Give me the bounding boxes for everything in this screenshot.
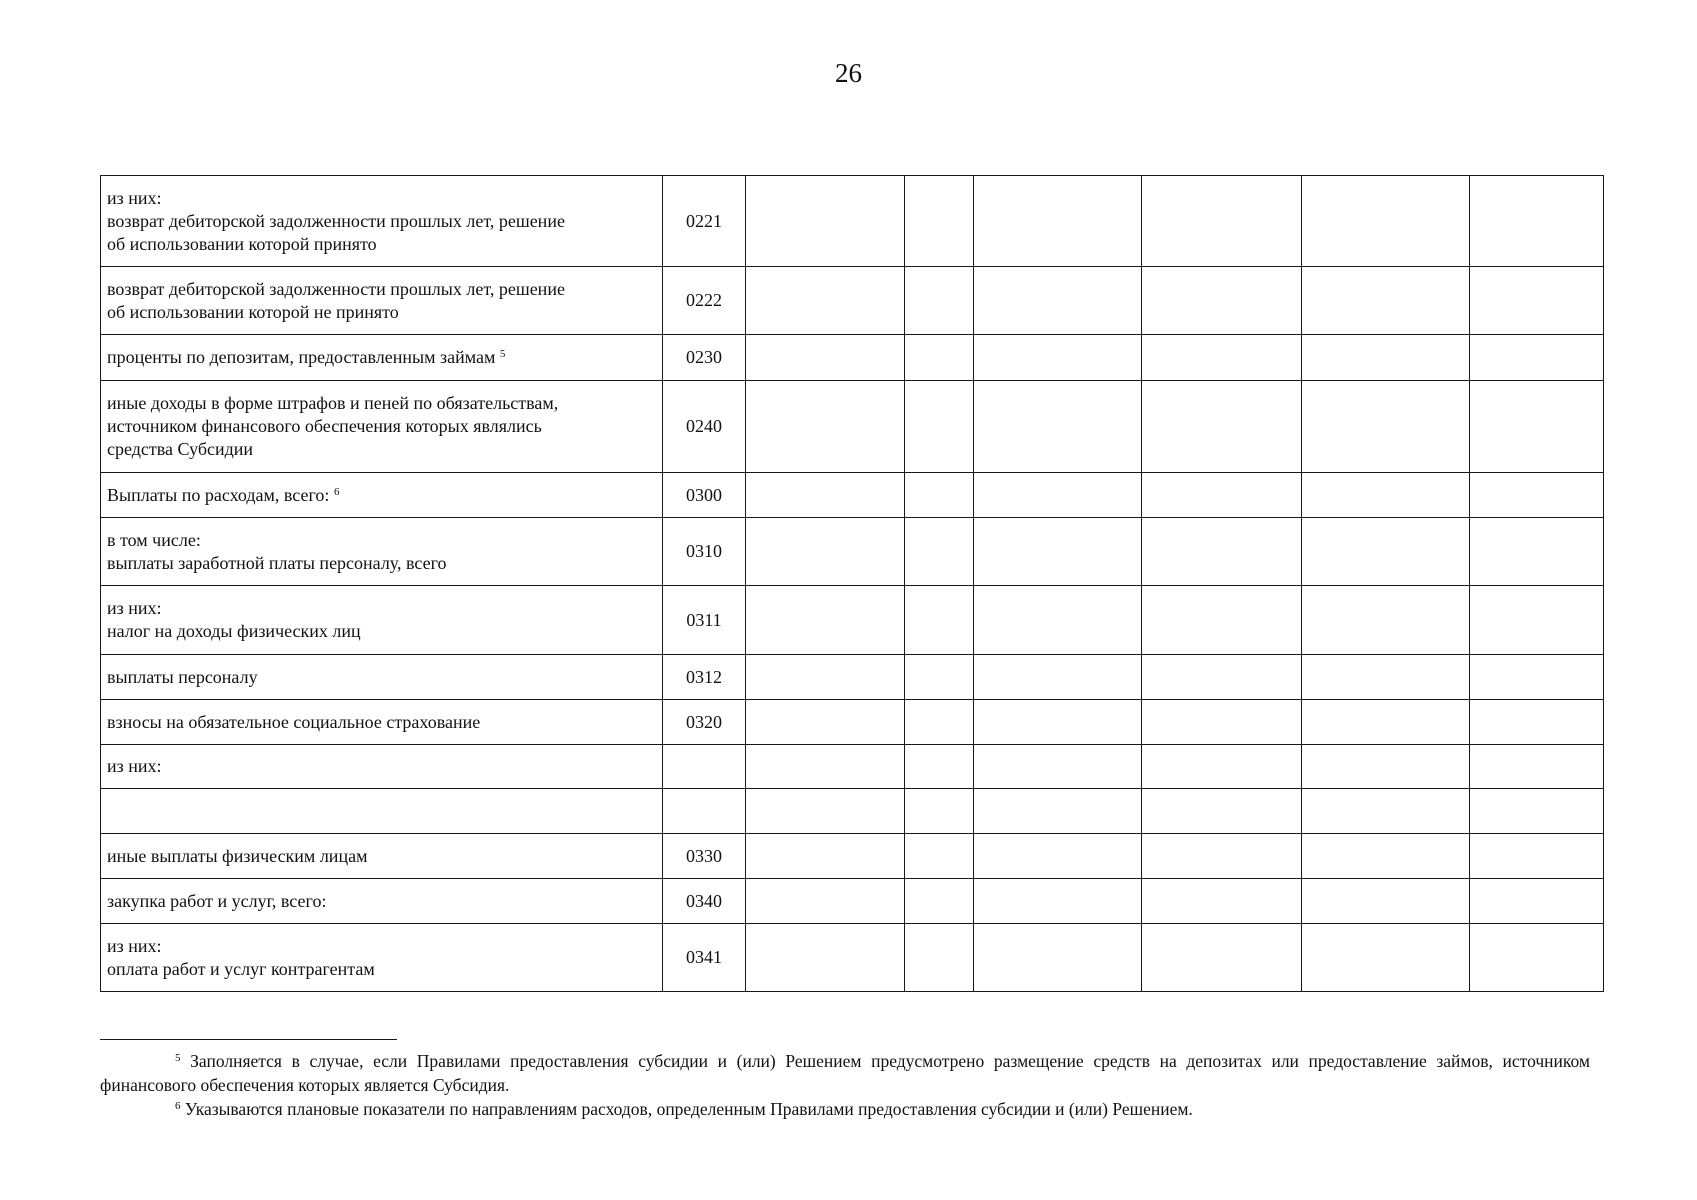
row-code-cell: 0300 — [663, 473, 746, 518]
empty-value-cell — [1302, 267, 1470, 335]
empty-value-cell — [1470, 335, 1604, 381]
empty-value-cell — [1470, 381, 1604, 473]
row-label-cell — [101, 879, 663, 924]
row-label-cell — [101, 176, 663, 267]
footnote — [100, 1049, 1590, 1097]
table-row — [101, 176, 1604, 267]
empty-value-cell — [1470, 834, 1604, 879]
row-label-cell — [101, 381, 663, 473]
empty-value-cell — [1470, 789, 1604, 834]
empty-value-cell — [905, 267, 974, 335]
row-label-line: выплаты персоналу — [107, 666, 258, 687]
row-label-line: из них: — [107, 598, 162, 618]
row-label-line: иные выплаты физическим лицам — [107, 845, 368, 866]
empty-value-cell — [746, 745, 905, 789]
empty-value-cell — [1142, 176, 1302, 267]
empty-value-cell — [1302, 924, 1470, 992]
empty-value-cell — [1302, 381, 1470, 473]
row-code-cell: 0221 — [663, 176, 746, 267]
table-row — [101, 655, 1604, 700]
empty-value-cell — [1470, 176, 1604, 267]
row-label-line: из них: — [107, 187, 162, 208]
row-label-line: в том числе: — [107, 529, 201, 550]
row-code-cell: 0222 — [663, 267, 746, 335]
row-code-cell: 0240 — [663, 381, 746, 473]
empty-value-cell — [905, 700, 974, 745]
empty-value-cell — [974, 924, 1142, 992]
page-number: 26 — [835, 58, 862, 88]
table-row — [101, 381, 1604, 473]
empty-value-cell — [746, 267, 905, 335]
empty-value-cell — [746, 834, 905, 879]
empty-value-cell — [746, 176, 905, 267]
row-label-line: об использовании которой не принято — [107, 301, 399, 322]
empty-value-cell — [974, 789, 1142, 834]
empty-value-cell — [1142, 267, 1302, 335]
row-label-cell — [101, 655, 663, 700]
row-label-line: возврат дебиторской задолженности прошлых лет, решение — [107, 278, 565, 299]
row-code-cell — [663, 789, 746, 834]
row-label-cell — [101, 518, 663, 586]
row-label-line-wrap — [107, 484, 656, 507]
empty-value-cell — [905, 518, 974, 586]
row-code-cell: 0230 — [663, 335, 746, 381]
empty-value-cell — [1470, 879, 1604, 924]
empty-value-cell — [905, 655, 974, 700]
row-label-line: проценты по депозитам, предоставленным займам — [107, 347, 496, 367]
empty-value-cell — [974, 700, 1142, 745]
empty-value-cell — [905, 879, 974, 924]
footnote-text: Заполняется в случае, если Правилами предоставления субсидии и (или) Решением предусмотрено размещение средств на депозитах или предоставление займов, источником финансового обеспечения которых является Субсидия. — [100, 1051, 1591, 1095]
empty-value-cell — [1142, 924, 1302, 992]
empty-value-cell — [746, 879, 905, 924]
footnote-mark: 5 — [175, 1052, 181, 1064]
empty-value-cell — [1302, 586, 1470, 655]
row-label-line: взносы на обязательное социальное страхование — [107, 711, 481, 732]
footnote — [100, 1097, 1590, 1121]
table-row — [101, 879, 1604, 924]
row-label-line: об использовании которой принято — [107, 233, 377, 254]
empty-value-cell — [746, 381, 905, 473]
table-row — [101, 834, 1604, 879]
row-code-cell: 0310 — [663, 518, 746, 586]
empty-value-cell — [974, 176, 1142, 267]
empty-value-cell — [746, 518, 905, 586]
footnote-reference: 5 — [499, 348, 506, 360]
row-label-line: иные доходы в форме штрафов и пеней по обязательствам, — [107, 393, 559, 413]
empty-value-cell — [974, 335, 1142, 381]
row-code-cell: 0320 — [663, 700, 746, 745]
empty-value-cell — [1142, 586, 1302, 655]
empty-value-cell — [1302, 518, 1470, 586]
table-row — [101, 335, 1604, 381]
table-row — [101, 789, 1604, 834]
row-label-line: налог на доходы физических лиц — [107, 621, 361, 641]
row-label-cell — [101, 586, 663, 655]
row-label-line: возврат дебиторской задолженности прошлых лет, решение — [107, 210, 565, 231]
report-table-body — [101, 176, 1604, 992]
row-label-cell — [101, 335, 663, 381]
row-label-cell — [101, 834, 663, 879]
empty-value-cell — [1142, 381, 1302, 473]
empty-value-cell — [1142, 335, 1302, 381]
row-code-cell: 0311 — [663, 586, 746, 655]
empty-value-cell — [905, 473, 974, 518]
empty-value-cell — [1142, 879, 1302, 924]
empty-value-cell — [905, 176, 974, 267]
row-code-cell — [663, 745, 746, 789]
empty-value-cell — [1302, 655, 1470, 700]
footnote-text: Указываются плановые показатели по направлениям расходов, определенным Правилами предоставления субсидии и (или) Решением. — [184, 1099, 1193, 1119]
row-code-cell: 0340 — [663, 879, 746, 924]
row-label-line: из них: — [107, 756, 162, 776]
row-label-line: выплаты заработной платы персоналу, всего — [107, 552, 447, 573]
empty-value-cell — [1302, 335, 1470, 381]
empty-value-cell — [974, 586, 1142, 655]
empty-value-cell — [974, 518, 1142, 586]
empty-value-cell — [1142, 655, 1302, 700]
empty-value-cell — [974, 879, 1142, 924]
row-code-cell: 0312 — [663, 655, 746, 700]
empty-value-cell — [905, 924, 974, 992]
empty-value-cell — [1470, 655, 1604, 700]
footnote-reference: 6 — [333, 485, 340, 498]
row-label-cell — [101, 924, 663, 992]
table-row — [101, 518, 1604, 586]
empty-value-cell — [905, 834, 974, 879]
empty-value-cell — [974, 381, 1142, 473]
row-label-cell — [101, 700, 663, 745]
empty-value-cell — [746, 473, 905, 518]
row-code-cell: 0330 — [663, 834, 746, 879]
empty-value-cell — [1142, 745, 1302, 789]
empty-value-cell — [974, 834, 1142, 879]
row-label-line: Выплаты по расходам, всего: — [107, 484, 330, 505]
empty-value-cell — [905, 586, 974, 655]
empty-value-cell — [1142, 518, 1302, 586]
empty-value-cell — [1470, 473, 1604, 518]
empty-value-cell — [905, 745, 974, 789]
table-row — [101, 586, 1604, 655]
empty-value-cell — [746, 335, 905, 381]
footnote-separator — [100, 1039, 397, 1040]
table-row — [101, 267, 1604, 335]
empty-value-cell — [1142, 700, 1302, 745]
row-label-line-wrap — [107, 346, 656, 369]
empty-value-cell — [974, 745, 1142, 789]
row-label-line: оплата работ и услуг контрагентам — [107, 958, 375, 979]
row-label-cell — [101, 789, 663, 834]
empty-value-cell — [1142, 834, 1302, 879]
row-label-line: из них: — [107, 935, 162, 956]
empty-value-cell — [1302, 879, 1470, 924]
row-label-line: закупка работ и услуг, всего: — [107, 890, 327, 911]
row-label-cell — [101, 267, 663, 335]
empty-value-cell — [1302, 789, 1470, 834]
empty-value-cell — [905, 381, 974, 473]
row-code-cell: 0341 — [663, 924, 746, 992]
empty-value-cell — [974, 267, 1142, 335]
empty-value-cell — [1142, 789, 1302, 834]
empty-value-cell — [1302, 745, 1470, 789]
empty-value-cell — [1470, 745, 1604, 789]
empty-value-cell — [974, 655, 1142, 700]
empty-value-cell — [1470, 924, 1604, 992]
empty-value-cell — [1302, 473, 1470, 518]
empty-value-cell — [1470, 700, 1604, 745]
report-table — [100, 175, 1604, 992]
empty-value-cell — [905, 789, 974, 834]
row-label-cell — [101, 745, 663, 789]
table-row — [101, 473, 1604, 518]
empty-value-cell — [1302, 176, 1470, 267]
row-label-cell — [101, 473, 663, 518]
row-label-line: средства Субсидии — [107, 439, 254, 459]
table-row — [101, 924, 1604, 992]
empty-value-cell — [746, 655, 905, 700]
table-row — [101, 700, 1604, 745]
footnote-mark: 6 — [175, 1100, 181, 1112]
empty-value-cell — [1142, 473, 1302, 518]
empty-value-cell — [746, 789, 905, 834]
row-label-line: источником финансового обеспечения которых являлись — [107, 416, 542, 436]
empty-value-cell — [905, 335, 974, 381]
empty-value-cell — [974, 473, 1142, 518]
empty-value-cell — [1302, 700, 1470, 745]
empty-value-cell — [746, 700, 905, 745]
empty-value-cell — [1302, 834, 1470, 879]
empty-value-cell — [1470, 518, 1604, 586]
empty-value-cell — [1470, 586, 1604, 655]
empty-value-cell — [1470, 267, 1604, 335]
empty-value-cell — [746, 586, 905, 655]
table-row — [101, 745, 1604, 789]
footnotes — [100, 1049, 1590, 1121]
empty-value-cell — [746, 924, 905, 992]
